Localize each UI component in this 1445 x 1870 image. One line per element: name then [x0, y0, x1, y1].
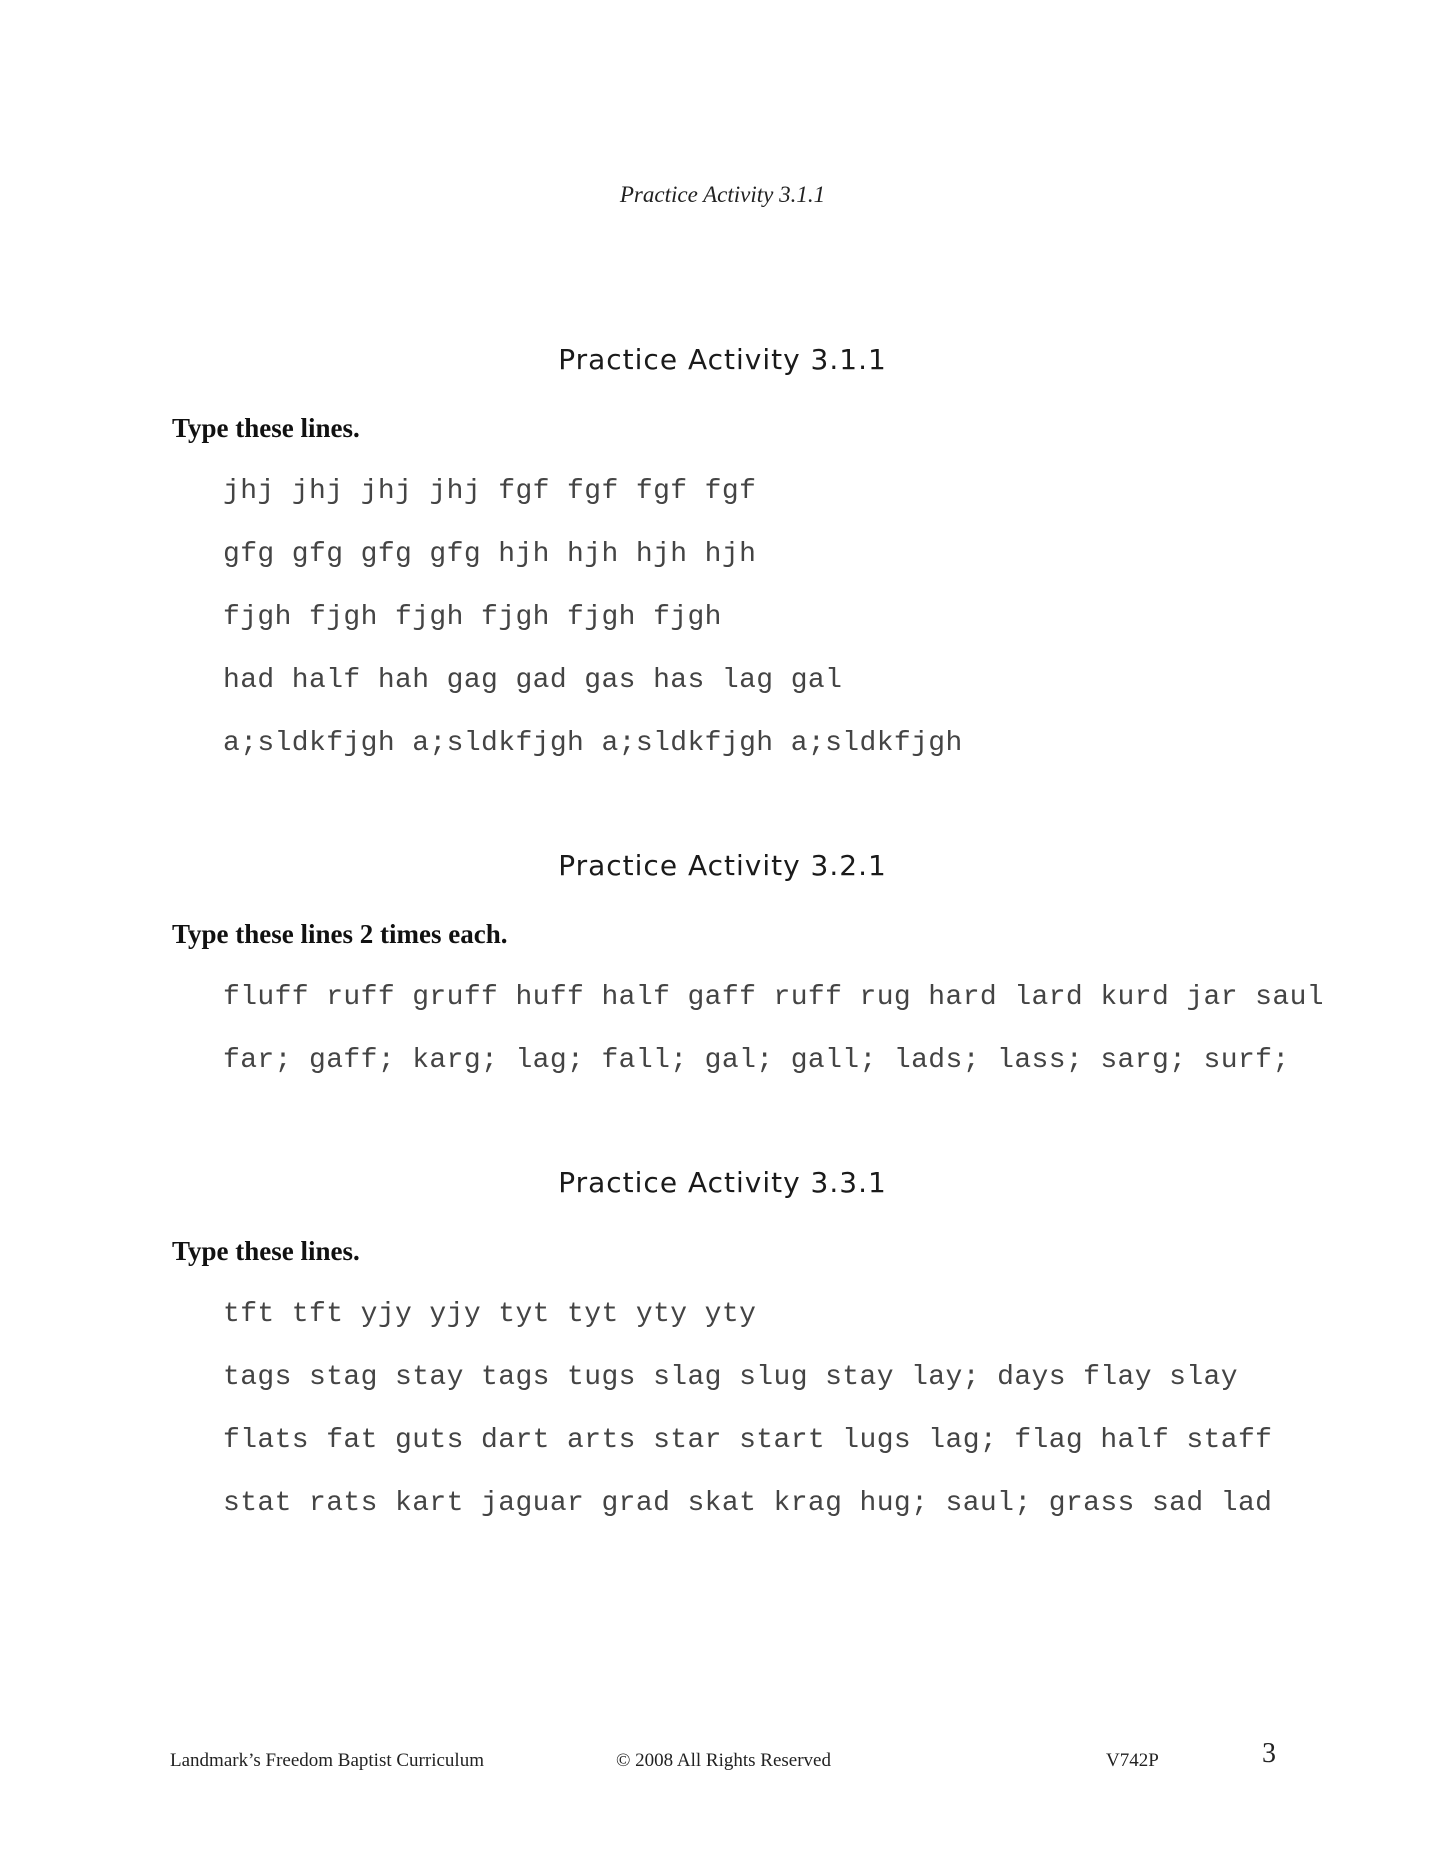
section-title-3-1-1: Practice Activity 3.1.1: [558, 343, 887, 376]
drill-line: fjgh fjgh fjgh fjgh fjgh fjgh: [223, 602, 722, 633]
drill-line: tft tft yjy yjy tyt tyt yty yty: [223, 1299, 757, 1330]
footer-code: V742P: [1106, 1750, 1159, 1771]
section-instruction: Type these lines.: [172, 413, 360, 443]
drill-line: tags stag stay tags tugs slag slug stay lay; days flay slay: [223, 1362, 1238, 1393]
section-title-3-3-1: Practice Activity 3.3.1: [558, 1166, 887, 1199]
drill-line: far; gaff; karg; lag; fall; gal; gall; lads; lass; sarg; surf;: [223, 1045, 1290, 1076]
section-instruction: Type these lines.: [172, 1236, 360, 1266]
drill-line: jhj jhj jhj jhj fgf fgf fgf fgf: [223, 476, 757, 507]
running-header: Practice Activity 3.1.1: [619, 182, 826, 207]
drill-line: gfg gfg gfg gfg hjh hjh hjh hjh: [223, 539, 757, 570]
footer-copyright: © 2008 All Rights Reserved: [616, 1750, 831, 1771]
footer-publisher: Landmark’s Freedom Baptist Curriculum: [170, 1750, 484, 1771]
drill-line: flats fat guts dart arts star start lugs lag; flag half staff: [223, 1425, 1273, 1456]
drill-line: had half hah gag gad gas has lag gal: [223, 665, 843, 696]
drill-line: a;sldkfjgh a;sldkfjgh a;sldkfjgh a;sldkfjgh: [223, 728, 963, 759]
drill-line: fluff ruff gruff huff half gaff ruff rug hard lard kurd jar saul: [223, 982, 1324, 1013]
drill-line: stat rats kart jaguar grad skat krag hug; saul; grass sad lad: [223, 1488, 1273, 1519]
page-number: 3: [1262, 1738, 1276, 1769]
section-instruction: Type these lines 2 times each.: [172, 919, 508, 949]
section-title-3-2-1: Practice Activity 3.2.1: [558, 849, 887, 882]
